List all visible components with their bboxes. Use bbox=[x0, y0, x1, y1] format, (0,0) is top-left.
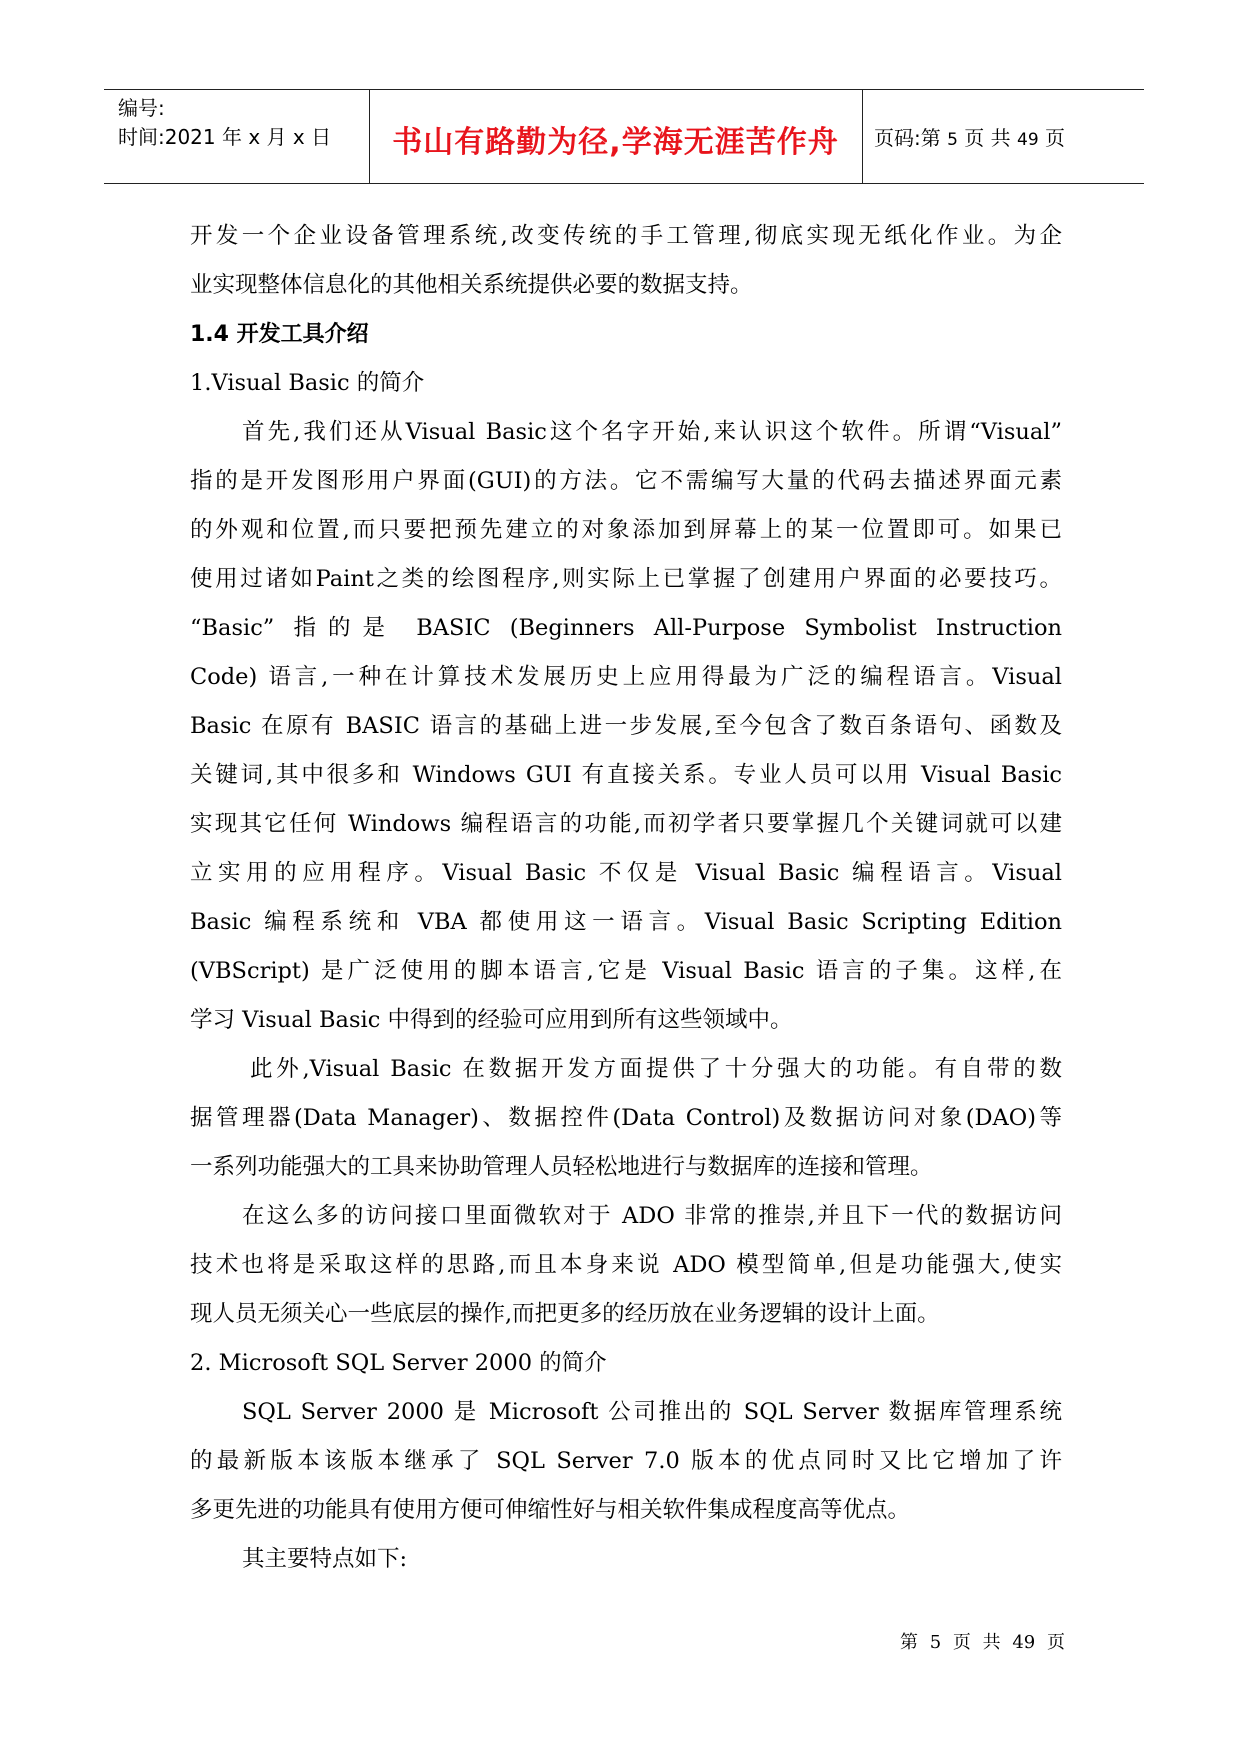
number-label: 编号: bbox=[118, 96, 165, 120]
paragraph-line: 指的是开发图形用户界面(GUI)的方法。它不需编写大量的代码去描述界面元素 bbox=[190, 468, 1062, 494]
paragraph-line: Code) 语言,一种在计算技术发展历史上应用得最为广泛的编程语言。Visual bbox=[190, 664, 1062, 690]
header-page-info bbox=[874, 122, 1065, 151]
page-total: 49 bbox=[1017, 130, 1039, 150]
header-divider bbox=[862, 90, 863, 183]
paragraph-line: (VBScript) 是广泛使用的脚本语言,它是 Visual Basic 语言的子集。这样,在 bbox=[190, 958, 1062, 984]
document-body bbox=[190, 212, 1062, 1584]
paragraph-line: 一系列功能强大的工具来协助管理人员轻松地进行与数据库的连接和管理。 bbox=[190, 1154, 933, 1180]
paragraph-line: 立实用的应用程序。Visual Basic 不仅是 Visual Basic 编程语言。Visual bbox=[190, 860, 1062, 886]
paragraph-line: 开发一个企业设备管理系统,改变传统的手工管理,彻底实现无纸化作业。为企 bbox=[190, 223, 1062, 249]
paragraph-line: 的外观和位置,而只要把预先建立的对象添加到屏幕上的某一位置即可。如果已 bbox=[190, 517, 1062, 543]
paragraph-line: Basic 编程系统和 VBA 都使用这一语言。Visual Basic Scripting Edition bbox=[190, 909, 1062, 935]
page-number: 5 bbox=[947, 130, 958, 150]
paragraph-line: 学习 Visual Basic 中得到的经验可应用到所有这些领域中。 bbox=[190, 1007, 793, 1033]
paragraph-line: 使用过诸如Paint之类的绘图程序,则实际上已掌握了创建用户界面的必要技巧。 bbox=[190, 566, 1062, 592]
paragraph-line: SQL Server 2000 是 Microsoft 公司推出的 SQL Server 数据库管理系统 bbox=[242, 1399, 1062, 1425]
paragraph-line: 首先,我们还从Visual Basic这个名字开始,来认识这个软件。所谓“Visual” bbox=[242, 419, 1062, 445]
paragraph-line: 据管理器(Data Manager)、数据控件(Data Control)及数据访问对象(DAO)等 bbox=[190, 1105, 1062, 1131]
paragraph-line: 其主要特点如下: bbox=[242, 1546, 408, 1572]
page-footer: 第 5 页 共 49 页 bbox=[900, 1632, 1065, 1653]
header-motto: 书山有路勤为径,学海无涯苦作舟 bbox=[392, 125, 839, 160]
paragraph-line: 业实现整体信息化的其他相关系统提供必要的数据支持。 bbox=[190, 272, 753, 298]
paragraph-line: 技术也将是采取这样的思路,而且本身来说 ADO 模型简单,但是功能强大,使实 bbox=[190, 1252, 1062, 1278]
paragraph-line: 关键词,其中很多和 Windows GUI 有直接关系。专业人员可以用 Visual Basic bbox=[190, 762, 1062, 788]
paragraph-line: 现人员无须关心一些底层的操作,而把更多的经历放在业务逻辑的设计上面。 bbox=[190, 1301, 940, 1327]
paragraph-line: Basic 在原有 BASIC 语言的基础上进一步发展,至今包含了数百条语句、函数及 bbox=[190, 713, 1062, 739]
page-suffix: 页 bbox=[1045, 126, 1066, 150]
paragraph-line: 的最新版本该版本继承了 SQL Server 7.0 版本的优点同时又比它增加了许 bbox=[190, 1448, 1062, 1474]
page-header bbox=[104, 89, 1144, 184]
paragraph-line: 在这么多的访问接口里面微软对于 ADO 非常的推崇,并且下一代的数据访问 bbox=[242, 1203, 1062, 1229]
section-heading: 1.4 开发工具介绍 bbox=[190, 322, 369, 347]
header-meta bbox=[118, 94, 331, 152]
paragraph-line: 多更先进的功能具有使用方便可伸缩性好与相关软件集成程度高等优点。 bbox=[190, 1497, 911, 1523]
time-label: 时间:2021 年 x 月 x 日 bbox=[118, 125, 332, 149]
paragraph-line: 实现其它任何 Windows 编程语言的功能,而初学者只要掌握几个关键词就可以建 bbox=[190, 811, 1062, 837]
paragraph-line: 此外,Visual Basic 在数据开发方面提供了十分强大的功能。有自带的数 bbox=[250, 1056, 1062, 1082]
page-prefix: 页码:第 bbox=[874, 126, 941, 150]
page-mid: 页 共 bbox=[964, 126, 1011, 150]
subsection-title: 1.Visual Basic 的简介 bbox=[190, 370, 425, 396]
subsection-title: 2. Microsoft SQL Server 2000 的简介 bbox=[190, 1350, 607, 1376]
paragraph-line: “Basic” 指的是 BASIC (Beginners All-Purpose Symbolist Instruction bbox=[190, 615, 1062, 641]
